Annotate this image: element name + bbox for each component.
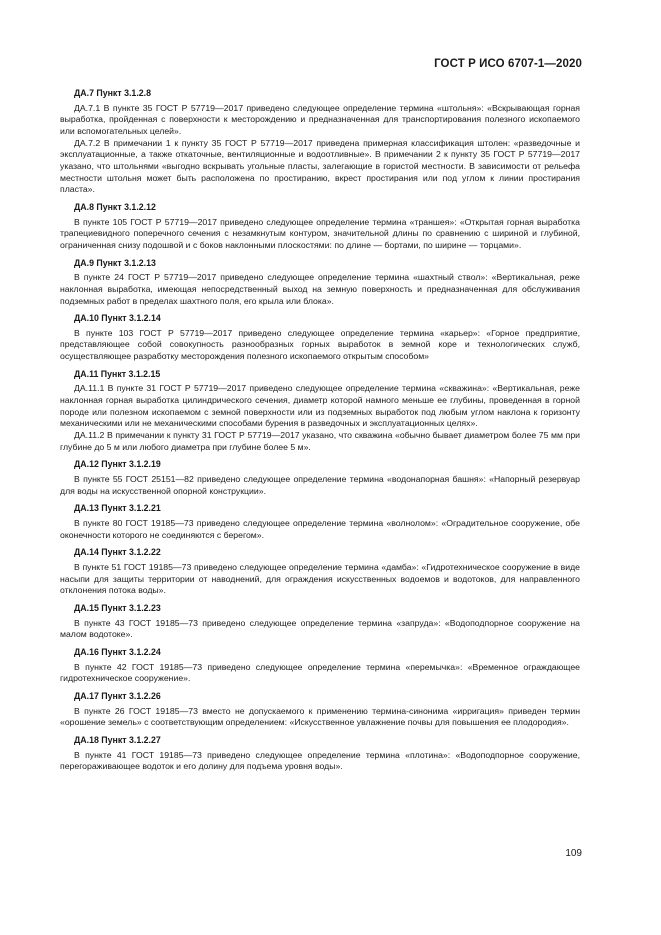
- section-heading: ДА.15 Пункт 3.1.2.23: [74, 602, 161, 613]
- section-paragraph: В пункте 105 ГОСТ Р 57719—2017 приведено следующее определение термина «траншея»: «Открытая горная выработка трапециевидного поперечного сечения с незамкнутым контуром, значительной длины по сравнению с шириной и глубиной, ограниченная снизу подошвой и с боков наклонными плоскостями: по длине — бортами, по ширине — торцами».: [60, 216, 580, 250]
- section-heading: ДА.13 Пункт 3.1.2.21: [74, 503, 161, 514]
- section-paragraph: В пункте 26 ГОСТ 19185—73 вместо не допускаемого к применению термина-синонима «ирригация» приведен термин «орошение земель» с соответствующим определением: «Искусственное увлажнение почвы для повышения ее плодородия».: [60, 705, 580, 728]
- document-section: [60, 691, 580, 729]
- section-paragraph: ДА.11.2 В примечании к пункту 31 ГОСТ Р 57719—2017 указано, что скважина «обычно бывает диаметром более 75 мм при глубине до 5 м или любого диаметра при глубине более 5 м».: [60, 430, 580, 452]
- section-paragraph: ДА.7.2 В примечании 1 к пункту 35 ГОСТ Р 57719—2017 приведена примерная классификация штолен: «разведочные и эксплуатационные, а также откаточные, вентиляционные и водоотливные». В примечании 2 к пункту 35 ГОСТ Р 57719—2017 указано, что штольнями «выгодно вскрывать угольные пласты, залегающие в гористой местности. В зависимости от рельефа местности штольня может быть расположена по простиранию, вкрест простирания или под углом к линии простирания пласта».: [60, 137, 580, 195]
- section-heading: ДА.14 Пункт 3.1.2.22: [74, 547, 161, 558]
- section-paragraph: В пункте 24 ГОСТ Р 57719—2017 приведено следующее определение термина «шахтный ствол»: «Вертикальная, реже наклонная выработка, имеющая непосредственный выход на земную поверхность и предназначенная для обслуживания подземных работ в пределах шахтного поля, его крыла или блока».: [60, 272, 580, 306]
- section-paragraph: В пункте 42 ГОСТ 19185—73 приведено следующее определение термина «перемычка»: «Временное ограждающее гидротехническое сооружение».: [60, 661, 580, 684]
- document-section: [60, 258, 580, 308]
- section-paragraph: В пункте 55 ГОСТ 25151—82 приведено следующее определение термина «водонапорная башня»: «Напорный резервуар для воды на искусственной опорной конструкции».: [60, 474, 580, 496]
- document-section: [60, 202, 580, 252]
- document-header: ГОСТ Р ИСО 6707-1—2020: [434, 58, 582, 70]
- document-body: [60, 88, 580, 779]
- section-heading: ДА.12 Пункт 3.1.2.19: [74, 459, 161, 470]
- section-heading: ДА.17 Пункт 3.1.2.26: [74, 690, 161, 701]
- section-heading: ДА.16 Пункт 3.1.2.24: [74, 646, 161, 657]
- section-paragraph: ДА.7.1 В пункте 35 ГОСТ Р 57719—2017 приведено следующее определение термина «штольня»: «Вскрывающая горная выработка, пройденная с поверхности к месторождению и предназначенная для транспортирования полезного ископаемого или вспомогательных целей».: [60, 102, 580, 136]
- section-paragraph: ДА.11.1 В пункте 31 ГОСТ Р 57719—2017 приведено следующее определение термина «скважина»: «Вертикальная, реже наклонная горная выработка цилиндрического сечения, диаметр которой намного меньше ее глубины, проведенная в горной породе или полезном ископаемом с земной поверхности или из подземных выработок под любым углом наклона к горизонту механическими или не механическими способами бурения в разведочных и эксплуатационных целях».: [60, 383, 580, 429]
- section-heading: ДА.18 Пункт 3.1.2.27: [74, 734, 161, 745]
- document-section: [60, 313, 580, 363]
- document-section: [60, 459, 580, 497]
- document-section: [60, 547, 580, 597]
- section-heading: ДА.11 Пункт 3.1.2.15: [74, 368, 161, 379]
- document-section: [60, 735, 580, 773]
- section-paragraph: В пункте 43 ГОСТ 19185—73 приведено следующее определение термина «запруда»: «Водоподпорное сооружение на малом водотоке».: [60, 617, 580, 640]
- section-paragraph: В пункте 51 ГОСТ 19185—73 приведено следующее определение термина «дамба»: «Гидротехническое сооружение в виде насыпи для защиты территории от наводнений, для ограждения искусственных водоемов и водотоков, для направленного отклонения потока воды».: [60, 561, 580, 596]
- page-number: 109: [565, 848, 582, 859]
- document-section: [60, 603, 580, 641]
- document-section: [60, 503, 580, 541]
- section-paragraph: В пункте 80 ГОСТ 19185—73 приведено следующее определение термина «волнолом»: «Оградительное сооружение, обе оконечности которого не соединяются с берегом».: [60, 518, 580, 540]
- section-heading: ДА.8 Пункт 3.1.2.12: [74, 201, 156, 212]
- document-section: [60, 369, 580, 454]
- document-section: [60, 88, 580, 196]
- section-heading: ДА.10 Пункт 3.1.2.14: [74, 313, 161, 324]
- document-section: [60, 647, 580, 685]
- section-heading: ДА.7 Пункт 3.1.2.8: [74, 88, 151, 98]
- section-heading: ДА.9 Пункт 3.1.2.13: [74, 257, 156, 268]
- section-paragraph: В пункте 41 ГОСТ 19185—73 приведено следующее определение термина «плотина»: «Водоподпорное сооружение, перегораживающее водоток и его долину для подъема уровня воды».: [60, 749, 580, 772]
- section-paragraph: В пункте 103 ГОСТ Р 57719—2017 приведено следующее определение термина «карьер»: «Горное предприятие, представляющее собой совокупность разнообразных горных выработок в земной коре и технологических служб, осуществляющее разработку месторождения полезного ископаемого открытым способом»: [60, 327, 580, 362]
